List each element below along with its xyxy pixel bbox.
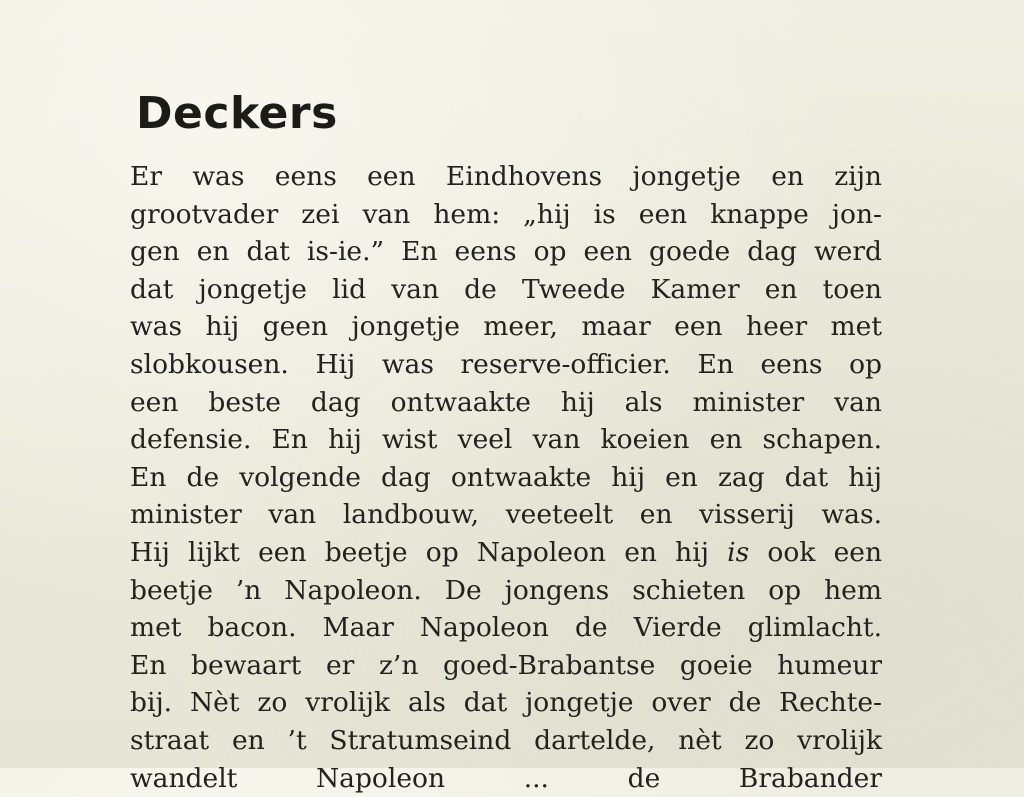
text-line: minister van landbouw, veeteelt en visserij was. (130, 496, 882, 534)
text-line: straat en ’t Stratumseind dartelde, nèt zo vrolijk (130, 722, 882, 760)
text-line: gen en dat is-ie.” En eens op een goede dag werd (130, 233, 882, 271)
text-line: grootvader zei van hem: „hij is een knappe jon- (130, 196, 882, 234)
text-line: defensie. En hij wist veel van koeien en schapen. (130, 421, 882, 459)
text-line: bij. Nèt zo vrolijk als dat jongetje over de Rechte- (130, 684, 882, 722)
text-line: dat jongetje lid van de Tweede Kamer en toen (130, 271, 882, 309)
text-line: En de volgende dag ontwaakte hij en zag dat hij (130, 459, 882, 497)
text-line: met bacon. Maar Napoleon de Vierde glimlacht. (130, 609, 882, 647)
text-line: Er was eens een Eindhovens jongetje en zijn (130, 158, 882, 196)
text-line: was hij geen jongetje meer, maar een heer met (130, 308, 882, 346)
text-line: wandelt Napoleon ... de Brabander (130, 760, 882, 797)
text-line: een beste dag ontwaakte hij als minister van (130, 384, 882, 422)
text-line: slobkousen. Hij was reserve-officier. En eens op (130, 346, 882, 384)
text-line: Hij lijkt een beetje op Napoleon en hij is ook een (130, 534, 882, 572)
text-line: En bewaart er z’n goed-Brabantse goeie humeur (130, 647, 882, 685)
article-body (130, 158, 882, 797)
emphasized-word: is (727, 537, 749, 568)
text-line: beetje ’n Napoleon. De jongens schieten op hem (130, 572, 882, 610)
article-title: Deckers (136, 84, 338, 144)
